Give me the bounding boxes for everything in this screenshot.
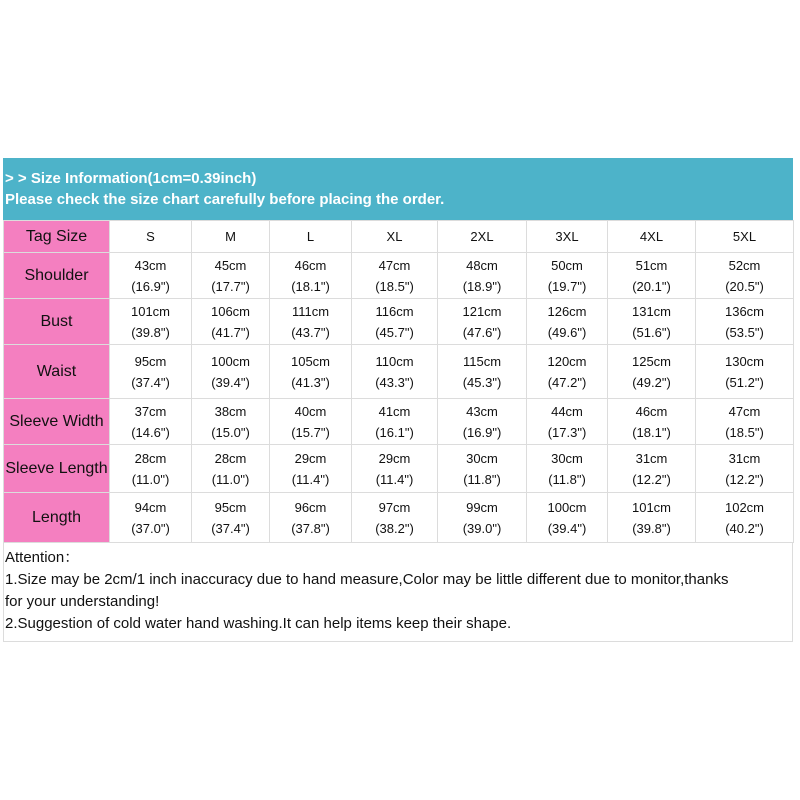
- inch-value: (16.1"): [375, 424, 414, 440]
- inch-value: (18.9"): [462, 278, 502, 294]
- inch-value: (12.2"): [632, 471, 671, 487]
- row-label: Sleeve Width: [4, 399, 110, 445]
- measurement-cell: [608, 299, 696, 345]
- attention-line-1: 1.Size may be 2cm/1 inch inaccuracy due to hand measure,Color may be little different due to monitor,thanks: [5, 571, 729, 588]
- cm-value: 44cm: [551, 403, 583, 419]
- measurement-cell: [696, 345, 794, 399]
- attention-title: Attention：: [5, 549, 80, 566]
- inch-value: (11.8"): [548, 471, 586, 487]
- inch-value: (40.2"): [725, 520, 764, 536]
- size-header-5xl: 5XL: [696, 221, 794, 253]
- inch-value: (15.0"): [211, 424, 250, 440]
- measurement-cell: [352, 493, 438, 543]
- measurement-cell: [192, 253, 270, 299]
- row-label: Shoulder: [4, 253, 110, 299]
- cm-value: 96cm: [294, 499, 327, 515]
- attention-notes: [3, 543, 793, 642]
- measurement-cell: [527, 399, 608, 445]
- inch-value: (18.5"): [725, 424, 764, 440]
- inch-value: (38.2"): [375, 520, 414, 536]
- cm-value: 48cm: [466, 257, 498, 273]
- cm-value: 47cm: [728, 403, 761, 419]
- cm-value: 100cm: [210, 353, 251, 369]
- measurement-cell: [352, 399, 438, 445]
- inch-value: (51.2"): [725, 374, 764, 390]
- banner-subtitle: Please check the size chart carefully before placing the order.: [5, 191, 445, 208]
- cm-value: 50cm: [551, 257, 583, 273]
- measurement-cell: [438, 445, 527, 493]
- inch-value: (49.2"): [632, 374, 671, 390]
- cm-value: 101cm: [130, 303, 171, 319]
- inch-value: (49.6"): [547, 324, 587, 340]
- measurement-cell: [696, 299, 794, 345]
- measurement-cell: [352, 253, 438, 299]
- table-row: [4, 299, 794, 345]
- size-header-xl: XL: [352, 221, 438, 253]
- measurement-cell: [352, 345, 438, 399]
- inch-value: (20.1"): [632, 278, 671, 294]
- cm-value: 110cm: [375, 353, 414, 369]
- inch-value: (18.1"): [632, 424, 671, 440]
- measurement-cell: [270, 445, 352, 493]
- inch-value: (39.0"): [462, 520, 502, 536]
- measurement-cell: [352, 299, 438, 345]
- inch-value: (15.7"): [291, 424, 330, 440]
- cm-value: 120cm: [547, 353, 587, 369]
- cm-value: 106cm: [210, 303, 251, 319]
- cm-value: 97cm: [378, 499, 411, 515]
- tag-size-header: Tag Size: [4, 221, 110, 253]
- measurement-cell: [438, 345, 527, 399]
- cm-value: 30cm: [551, 450, 583, 466]
- measurement-cell: [608, 345, 696, 399]
- inch-value: (14.6"): [131, 424, 170, 440]
- inch-value: (11.4"): [375, 471, 414, 487]
- inch-value: (20.5"): [725, 278, 764, 294]
- row-label: Bust: [4, 299, 110, 345]
- inch-value: (39.4"): [547, 520, 587, 536]
- table-row: [4, 445, 794, 493]
- measurement-cell: [527, 299, 608, 345]
- cm-value: 125cm: [631, 353, 672, 369]
- cm-value: 136cm: [724, 303, 765, 319]
- table-row: [4, 399, 794, 445]
- cm-value: 45cm: [214, 257, 247, 273]
- measurement-cell: [192, 299, 270, 345]
- measurement-cell: [527, 345, 608, 399]
- cm-value: 100cm: [547, 499, 587, 515]
- cm-value: 101cm: [631, 499, 672, 515]
- inch-value: (11.4"): [291, 471, 330, 487]
- measurement-cell: [110, 299, 192, 345]
- measurement-cell: [192, 493, 270, 543]
- measurement-cell: [438, 493, 527, 543]
- table-row: [4, 493, 794, 543]
- size-chart: [3, 158, 793, 642]
- cm-value: 31cm: [728, 450, 761, 466]
- measurement-cell: [527, 445, 608, 493]
- cm-value: 31cm: [635, 450, 668, 466]
- inch-value: (18.5"): [375, 278, 414, 294]
- measurement-cell: [352, 445, 438, 493]
- measurement-cell: [608, 253, 696, 299]
- cm-value: 102cm: [724, 499, 765, 515]
- cm-value: 28cm: [134, 450, 167, 466]
- cm-value: 28cm: [214, 450, 247, 466]
- inch-value: (47.2"): [547, 374, 587, 390]
- inch-value: (53.5"): [725, 324, 764, 340]
- cm-value: 46cm: [635, 403, 668, 419]
- inch-value: (43.3"): [375, 374, 414, 390]
- measurement-cell: [438, 253, 527, 299]
- inch-value: (39.8"): [131, 324, 170, 340]
- cm-value: 131cm: [631, 303, 672, 319]
- inch-value: (37.8"): [291, 520, 330, 536]
- inch-value: (17.3"): [547, 424, 587, 440]
- row-label: Sleeve Length: [4, 445, 110, 493]
- measurement-cell: [696, 253, 794, 299]
- attention-line-1-cont: for your understanding!: [5, 593, 160, 610]
- inch-value: (51.6"): [632, 324, 671, 340]
- measurement-cell: [110, 445, 192, 493]
- cm-value: 38cm: [214, 403, 247, 419]
- inch-value: (43.7"): [291, 324, 330, 340]
- measurement-cell: [110, 345, 192, 399]
- measurement-cell: [527, 493, 608, 543]
- inch-value: (17.7"): [211, 278, 250, 294]
- row-label: Length: [4, 493, 110, 543]
- inch-value: (37.4"): [131, 374, 170, 390]
- measurement-cell: [110, 399, 192, 445]
- measurement-cell: [270, 493, 352, 543]
- size-header-3xl: 3XL: [527, 221, 608, 253]
- measurement-cell: [696, 493, 794, 543]
- cm-value: 29cm: [378, 450, 411, 466]
- size-header-m: M: [192, 221, 270, 253]
- inch-value: (39.8"): [632, 520, 671, 536]
- inch-value: (45.3"): [462, 374, 502, 390]
- inch-value: (16.9"): [131, 278, 170, 294]
- cm-value: 47cm: [378, 257, 411, 273]
- measurement-cell: [270, 253, 352, 299]
- inch-value: (37.0"): [131, 520, 170, 536]
- table-row: [4, 345, 794, 399]
- cm-value: 130cm: [724, 353, 765, 369]
- inch-value: (47.6"): [462, 324, 502, 340]
- measurement-cell: [192, 445, 270, 493]
- measurement-cell: [438, 299, 527, 345]
- measurement-cell: [270, 299, 352, 345]
- cm-value: 46cm: [294, 257, 327, 273]
- banner-title: > > Size Information(1cm=0.39inch): [5, 170, 257, 187]
- cm-value: 41cm: [378, 403, 411, 419]
- table-row: [4, 253, 794, 299]
- measurement-cell: [608, 445, 696, 493]
- inch-value: (41.3"): [291, 374, 330, 390]
- measurement-cell: [110, 253, 192, 299]
- inch-value: (11.0"): [211, 471, 250, 487]
- inch-value: (18.1"): [291, 278, 330, 294]
- measurement-cell: [608, 399, 696, 445]
- inch-value: (19.7"): [547, 278, 587, 294]
- cm-value: 95cm: [214, 499, 247, 515]
- cm-value: 94cm: [134, 499, 167, 515]
- measurement-cell: [192, 345, 270, 399]
- attention-line-2: 2.Suggestion of cold water hand washing.It can help items keep their shape.: [5, 615, 512, 632]
- measurement-cell: [696, 445, 794, 493]
- size-header-2xl: 2XL: [438, 221, 527, 253]
- measurement-cell: [696, 399, 794, 445]
- cm-value: 95cm: [134, 353, 167, 369]
- cm-value: 51cm: [635, 257, 668, 273]
- size-info-banner: [3, 158, 793, 220]
- inch-value: (16.9"): [462, 424, 502, 440]
- row-label: Waist: [4, 345, 110, 399]
- measurement-cell: [608, 493, 696, 543]
- cm-value: 29cm: [294, 450, 327, 466]
- inch-value: (11.8"): [463, 471, 501, 487]
- measurement-cell: [110, 493, 192, 543]
- size-header-s: S: [110, 221, 192, 253]
- measurement-cell: [192, 399, 270, 445]
- measurement-cell: [438, 399, 527, 445]
- cm-value: 99cm: [466, 499, 498, 515]
- cm-value: 126cm: [547, 303, 587, 319]
- cm-value: 43cm: [466, 403, 498, 419]
- inch-value: (45.7"): [375, 324, 414, 340]
- cm-value: 116cm: [375, 303, 414, 319]
- cm-value: 30cm: [466, 450, 498, 466]
- inch-value: (41.7"): [211, 324, 250, 340]
- cm-value: 121cm: [462, 303, 502, 319]
- cm-value: 111cm: [291, 303, 330, 319]
- inch-value: (39.4"): [211, 374, 250, 390]
- size-header-4xl: 4XL: [608, 221, 696, 253]
- inch-value: (12.2"): [725, 471, 764, 487]
- size-header-l: L: [270, 221, 352, 253]
- cm-value: 40cm: [294, 403, 327, 419]
- cm-value: 105cm: [290, 353, 331, 369]
- cm-value: 43cm: [134, 257, 167, 273]
- inch-value: (11.0"): [131, 471, 170, 487]
- inch-value: (37.4"): [211, 520, 250, 536]
- cm-value: 37cm: [134, 403, 167, 419]
- cm-value: 52cm: [728, 257, 761, 273]
- measurement-cell: [270, 399, 352, 445]
- size-header-row: [4, 221, 794, 253]
- size-table: [3, 220, 794, 543]
- measurement-cell: [270, 345, 352, 399]
- cm-value: 115cm: [462, 353, 502, 369]
- measurement-cell: [527, 253, 608, 299]
